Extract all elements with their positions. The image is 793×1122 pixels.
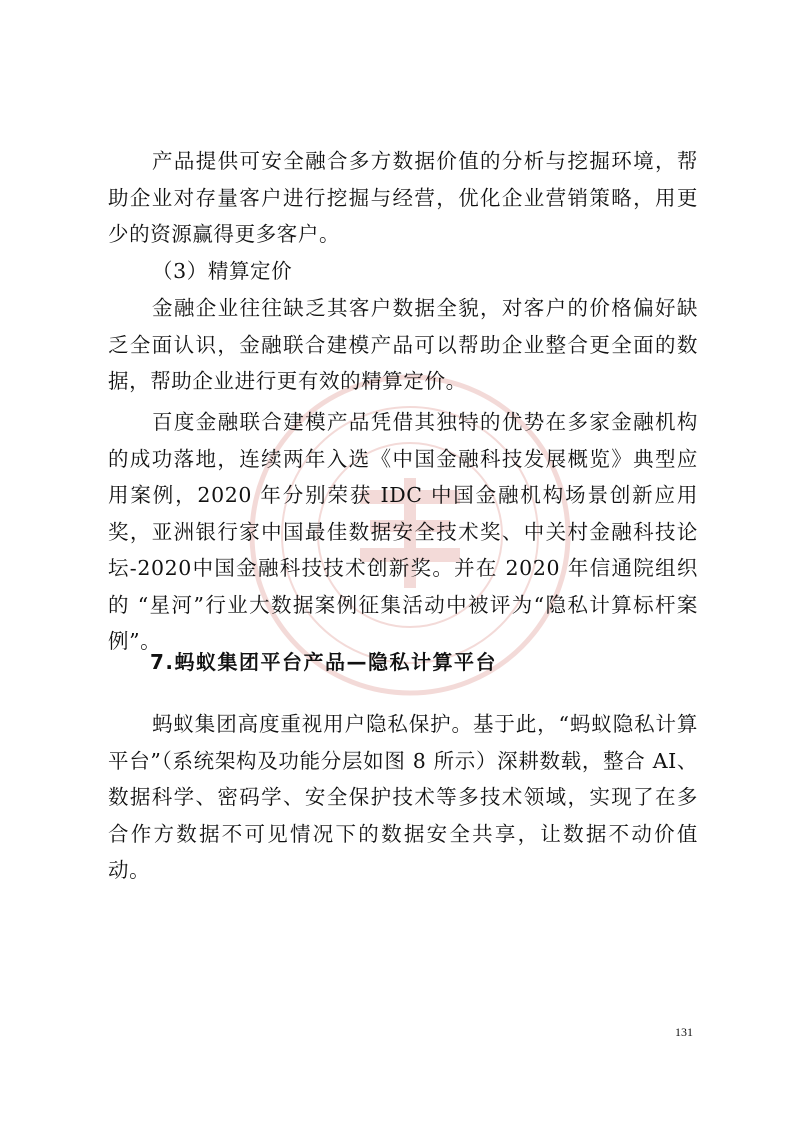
paragraph-ant-privacy-platform: 蚂蚁集团高度重视用户隐私保护。基于此，“蚂蚁隐私计算平台”（系统架构及功能分层如图 8 所示）深耕数载，整合 AI、数据科学、密码学、安全保护技术等多技术领域，实现了在多合作方数据不可见情况下的数据安全共享，让数据不动价值动。 <box>108 712 698 882</box>
subheading-actuarial-pricing: （3）精算定价 <box>152 259 293 283</box>
section-heading-ant-group: 7.蚂蚁集团平台产品—隐私计算平台 <box>150 650 498 674</box>
paragraph-product-environment: 产品提供可安全融合多方数据价值的分析与挖掘环境，帮助企业对存量客户进行挖掘与经营，优化企业营销策略，用更少的资源赢得更多客户。 <box>108 149 698 246</box>
paragraph-baidu-awards: 百度金融联合建模产品凭借其独特的优势在多家金融机构的成功落地，连续两年入选《中国金融科技发展概览》典型应用案例，2020 年分别荣获 IDC 中国金融机构场景创新应用奖，亚洲银行家中国最佳数据安全技术奖、中关村金融科技论坛-2020中国金融科技技术创新奖。并在 2020 年信通院组织的 “星河”行业大数据案例征集活动中被评为“隐私计算标杆案例”。 <box>108 410 698 653</box>
page-number: 131 <box>675 1025 693 1039</box>
paragraph-actuarial-pricing: 金融企业往往缺乏其客户数据全貌，对客户的价格偏好缺乏全面认识，金融联合建模产品可以帮助企业整合更全面的数据，帮助企业进行更有效的精算定价。 <box>108 296 698 393</box>
